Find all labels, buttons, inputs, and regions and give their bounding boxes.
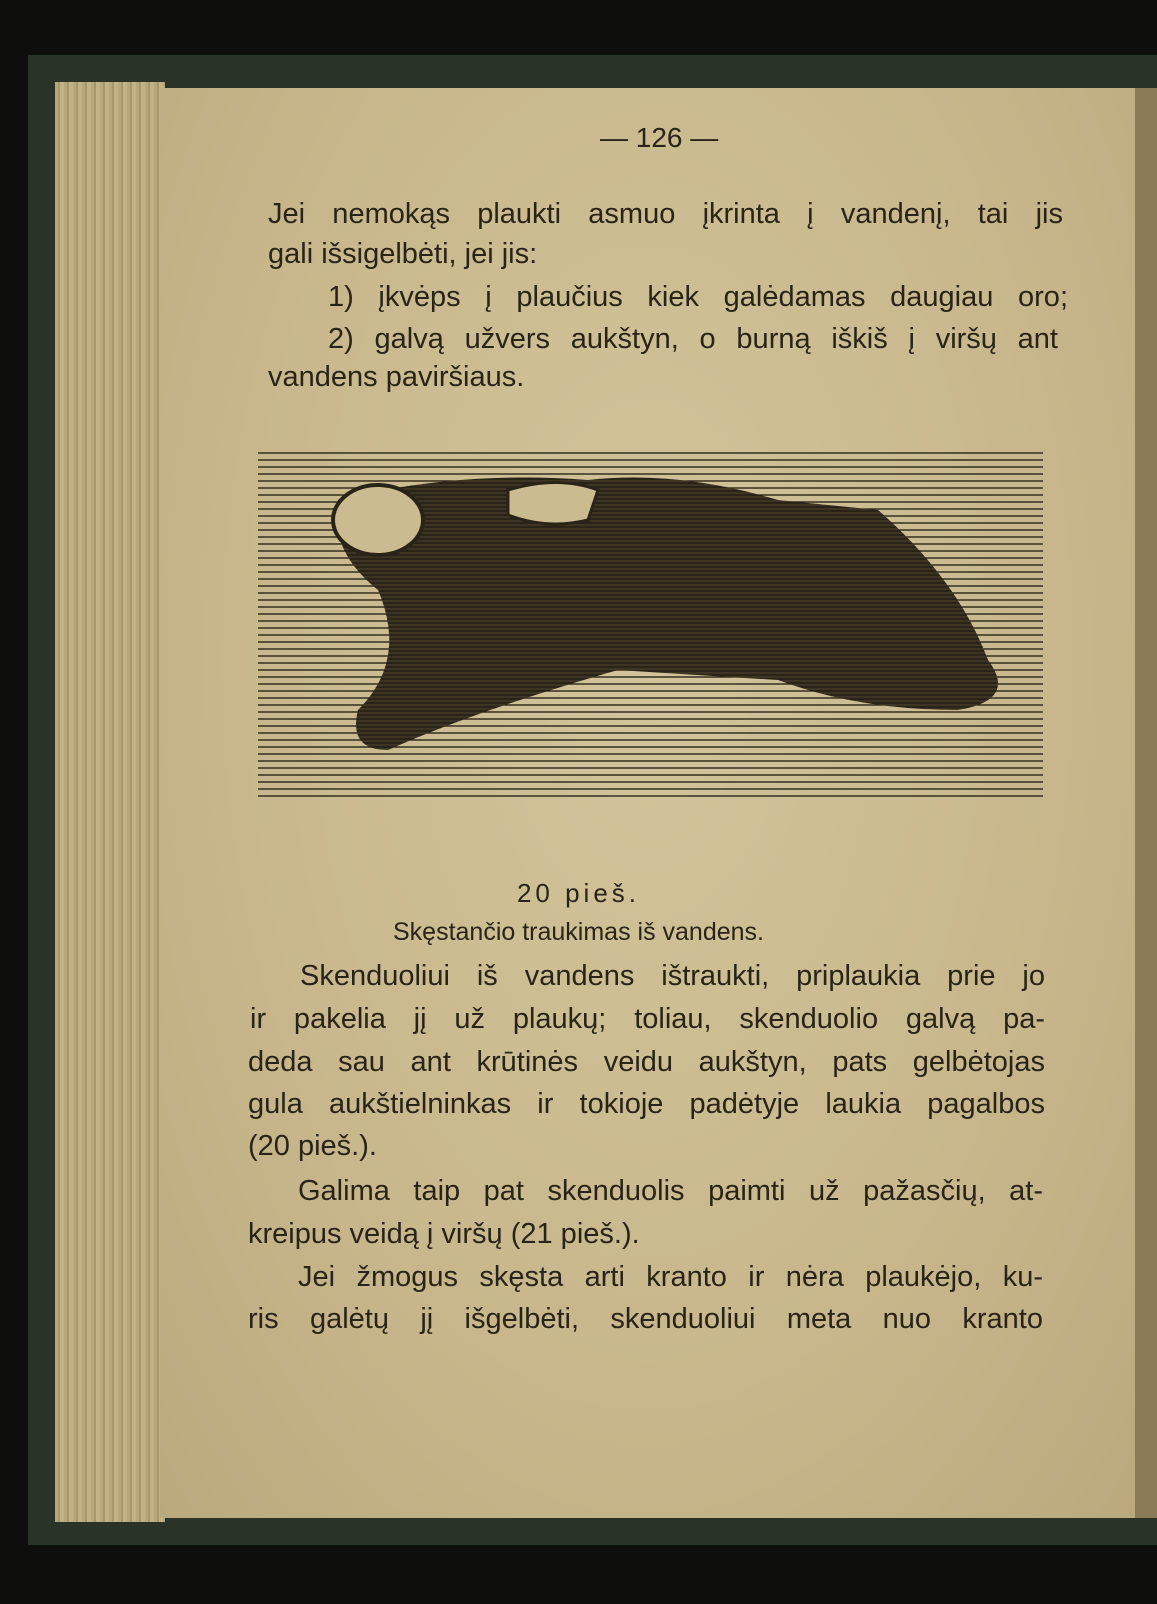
text-line: gali išsigelbėti, jei jis: [268,238,538,270]
list-item: 2) galvą užvers aukštyn, o burną iškiš į viršų ant [328,323,1058,355]
page-edges [55,82,165,1522]
text-line: Galima taip pat skenduolis paimti už pažasčių, at- [298,1175,1043,1207]
head [333,485,423,555]
list-item: 1) įkvėps į plaučius kiek galėdamas daugiau oro; [328,281,1068,313]
figure-caption: Skęstančio traukimas iš vandens. [392,918,764,946]
page-right-edge [1135,88,1157,1518]
page-number: — 126 — [600,122,719,153]
text-line: Jei nemokąs plaukti asmuo įkrinta į vandenį, tai jis [268,198,1063,230]
text-line: Skenduoliui iš vandens ištraukti, priplaukia prie jo [300,960,1045,992]
text-line: vandens paviršiaus. [268,361,525,393]
figure-number: 20 pieš. [516,878,641,908]
text-line: deda sau ant krūtinės veidu aukštyn, pats gelbėtojas [248,1046,1045,1078]
figure-illustration [258,430,1048,840]
text-line: gula aukštielninkas ir tokioje padėtyje laukia pagalbos [248,1088,1045,1120]
text-line: Jei žmogus skęsta arti kranto ir nėra plaukėjo, ku- [298,1261,1043,1293]
text-line: ir pakelia jį už plaukų; toliau, skenduolio galvą pa- [250,1003,1045,1035]
text-line: (20 pieš.). [248,1130,377,1162]
text-line: kreipus veidą į viršų (21 pieš.). [248,1218,640,1250]
text-line: ris galėtų jį išgelbėti, skenduoliui meta nuo kranto [248,1303,1043,1335]
